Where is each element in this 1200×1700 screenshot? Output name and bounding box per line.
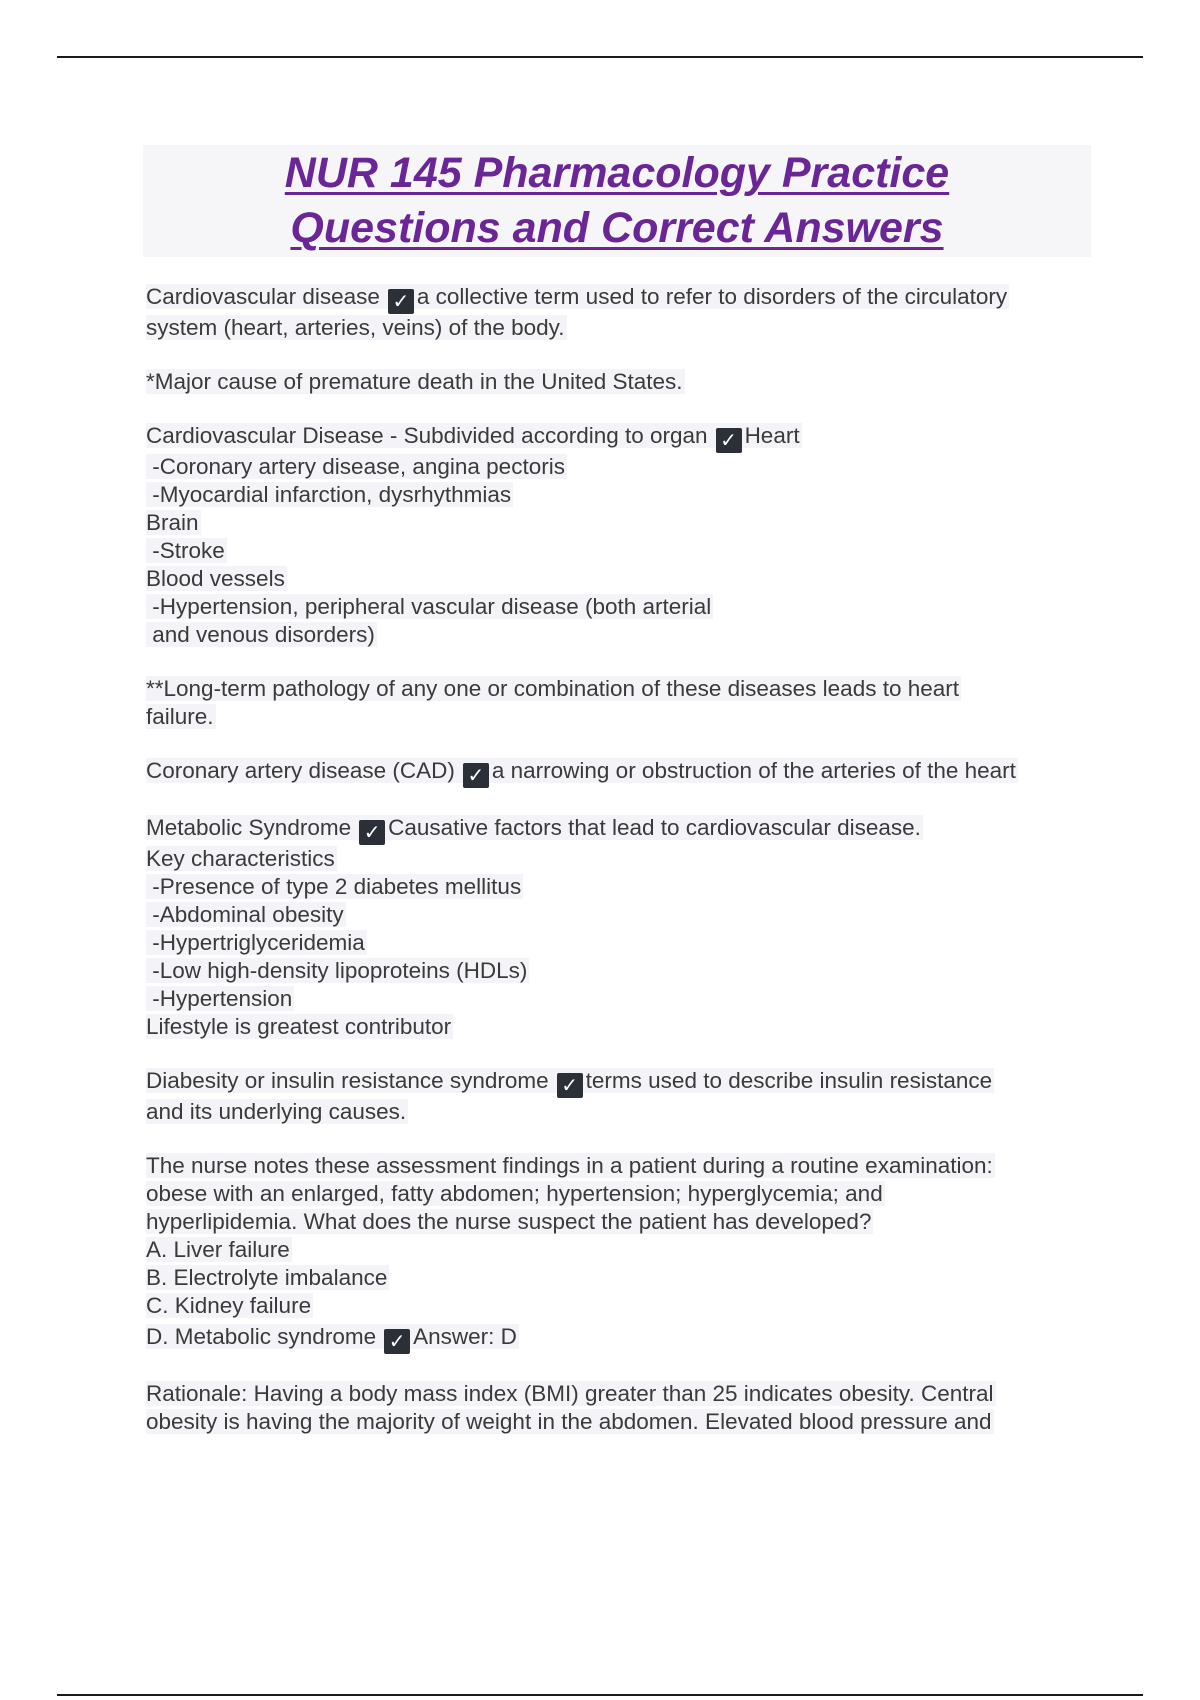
qa-entry bbox=[146, 1067, 1096, 1126]
entry-term: Cardiovascular Disease - Subdivided according to organ bbox=[146, 423, 708, 448]
note-line: failure. bbox=[146, 704, 214, 729]
qa-rationale bbox=[146, 1380, 1096, 1436]
check-box-icon: ✓ bbox=[359, 820, 385, 845]
qa-entry bbox=[146, 814, 1096, 1041]
check-box-icon: ✓ bbox=[557, 1073, 583, 1098]
check-box-icon: ✓ bbox=[716, 428, 742, 453]
option-d: D. Metabolic syndrome bbox=[146, 1324, 377, 1349]
rationale-line: Rationale: Having a body mass index (BMI) greater than 25 indicates obesity. Central bbox=[146, 1381, 994, 1406]
entry-term: Cardiovascular disease bbox=[146, 284, 380, 309]
entry-answer-line: -Hypertension, peripheral vascular disease (both arterial bbox=[146, 594, 712, 619]
check-box-icon: ✓ bbox=[384, 1329, 410, 1354]
entry-answer-line: -Presence of type 2 diabetes mellitus bbox=[146, 874, 522, 899]
question-line: hyperlipidemia. What does the nurse suspect the patient has developed? bbox=[146, 1209, 872, 1234]
qa-note bbox=[146, 675, 1096, 731]
entry-answer-line: -Hypertriglyceridemia bbox=[146, 930, 365, 955]
bottom-rule bbox=[57, 1694, 1143, 1696]
title-line-2: Questions and Correct Answers bbox=[290, 204, 944, 252]
entry-answer: Causative factors that lead to cardiovascular disease. bbox=[388, 815, 921, 840]
question-line: obese with an enlarged, fatty abdomen; hypertension; hyperglycemia; and bbox=[146, 1181, 883, 1206]
qa-content bbox=[146, 283, 1096, 1462]
note-text: *Major cause of premature death in the United States. bbox=[146, 369, 683, 394]
question-line: The nurse notes these assessment findings in a patient during a routine examination: bbox=[146, 1153, 993, 1178]
entry-answer: a narrowing or obstruction of the arteries of the heart bbox=[491, 758, 1016, 783]
qa-entry bbox=[146, 422, 1096, 649]
entry-answer-line: -Abdominal obesity bbox=[146, 902, 344, 927]
entry-answer-line: and its underlying causes. bbox=[146, 1099, 407, 1124]
option-a: A. Liver failure bbox=[146, 1237, 290, 1262]
entry-answer-line: -Low high-density lipoproteins (HDLs) bbox=[146, 958, 528, 983]
entry-answer-line: Blood vessels bbox=[146, 566, 285, 591]
rationale-line: obesity is having the majority of weight in the abdomen. Elevated blood pressure and bbox=[146, 1409, 992, 1434]
check-box-icon: ✓ bbox=[463, 763, 489, 788]
entry-answer-line: -Hypertension bbox=[146, 986, 293, 1011]
qa-note bbox=[146, 368, 1096, 396]
entry-answer: Heart bbox=[744, 423, 800, 448]
check-box-icon: ✓ bbox=[388, 289, 414, 314]
entry-term: Diabesity or insulin resistance syndrome bbox=[146, 1068, 549, 1093]
entry-term: Metabolic Syndrome bbox=[146, 815, 352, 840]
option-b: B. Electrolyte imbalance bbox=[146, 1265, 388, 1290]
entry-answer-line: and venous disorders) bbox=[146, 622, 375, 647]
title-line-1: NUR 145 Pharmacology Practice bbox=[284, 149, 950, 197]
qa-question bbox=[146, 1152, 1096, 1354]
entry-answer-line: Brain bbox=[146, 510, 199, 535]
qa-entry bbox=[146, 757, 1096, 788]
qa-entry bbox=[146, 283, 1096, 342]
entry-answer-line: Lifestyle is greatest contributor bbox=[146, 1014, 452, 1039]
entry-answer: Answer: D bbox=[413, 1324, 517, 1349]
entry-answer: terms used to describe insulin resistance bbox=[585, 1068, 993, 1093]
entry-answer-line: -Coronary artery disease, angina pectoris bbox=[146, 454, 565, 479]
entry-answer-line: Key characteristics bbox=[146, 846, 335, 871]
entry-term: Coronary artery disease (CAD) bbox=[146, 758, 455, 783]
document-title bbox=[143, 145, 1091, 257]
option-c: C. Kidney failure bbox=[146, 1293, 312, 1318]
top-rule bbox=[57, 56, 1143, 58]
entry-answer-line: -Stroke bbox=[146, 538, 225, 563]
note-line: **Long-term pathology of any one or combination of these diseases leads to heart bbox=[146, 676, 960, 701]
entry-answer: a collective term used to refer to disorders of the circulatory bbox=[416, 284, 1008, 309]
entry-answer-line: -Myocardial infarction, dysrhythmias bbox=[146, 482, 512, 507]
entry-answer-line: system (heart, arteries, veins) of the body. bbox=[146, 315, 565, 340]
